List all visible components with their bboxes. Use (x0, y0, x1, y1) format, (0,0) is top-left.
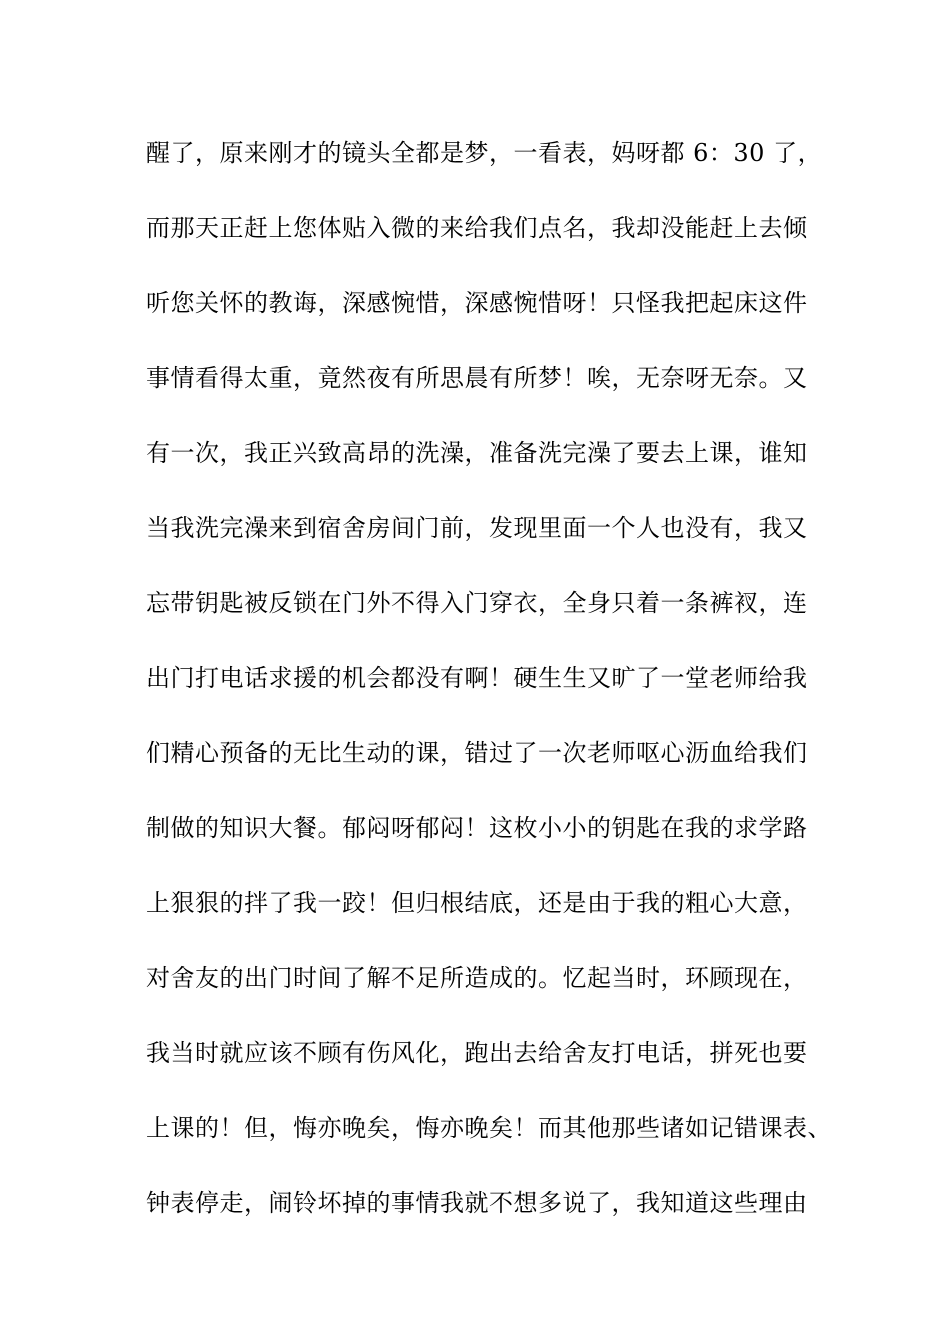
text-line: 忘带钥匙被反锁在门外不得入门穿衣，全身只着一条裤衩，连 (146, 589, 808, 617)
text-line: 出门打电话求援的机会都没有啊！硬生生又旷了一堂老师给我 (146, 664, 808, 692)
text-line: 制做的知识大餐。郁闷呀郁闷！这枚小小的钥匙在我的求学路 (146, 814, 808, 842)
text-line: 我当时就应该不顾有伤风化，跑出去给舍友打电话，拼死也要 (146, 1039, 808, 1067)
text-line: 上课的！但，悔亦晚矣，悔亦晚矣！而其他那些诸如记错课表、 (146, 1114, 832, 1142)
text-line: 们精心预备的无比生动的课，错过了一次老师呕心沥血给我们 (146, 739, 808, 767)
text-line: 而那天正赶上您体贴入微的来给我们点名，我却没能赶上去倾 (146, 214, 808, 242)
text-line: 事情看得太重，竟然夜有所思晨有所梦！唉，无奈呀无奈。又 (146, 364, 808, 392)
text-line: 听您关怀的教诲，深感惋惜，深感惋惜呀！只怪我把起床这件 (146, 289, 808, 317)
body-text (146, 133, 832, 1258)
text-line: 醒了，原来刚才的镜头全都是梦，一看表，妈呀都 6：30 了， (146, 139, 823, 167)
text-line: 有一次，我正兴致高昂的洗澡，准备洗完澡了要去上课，谁知 (146, 439, 808, 467)
text-line: 对舍友的出门时间了解不足所造成的。忆起当时，环顾现在， (146, 964, 808, 992)
text-line: 上狠狠的拌了我一跤！但归根结底，还是由于我的粗心大意， (146, 889, 808, 917)
text-line: 当我洗完澡来到宿舍房间门前，发现里面一个人也没有，我又 (146, 514, 808, 542)
text-line: 钟表停走，闹铃坏掉的事情我就不想多说了，我知道这些理由 (146, 1189, 808, 1217)
